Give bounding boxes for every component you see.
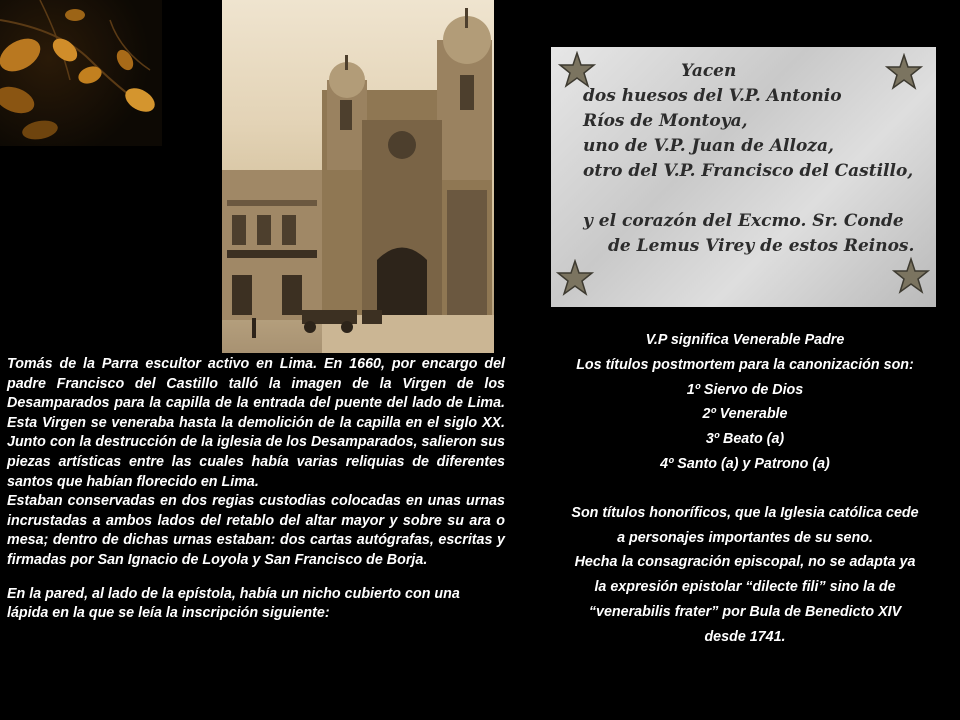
inscription-plaque-image [551,47,936,307]
honorific-line: “venerabilis frater” por Bula de Benedicto XIV [588,603,902,620]
plaque-line: Ríos de Montoya, [583,111,748,131]
left-text-block [7,355,505,624]
right-text-block [540,328,950,650]
title-item: 1º Siervo de Dios [686,381,804,398]
title-item: 2º Venerable [702,406,788,423]
plaque-line: y el corazón del Excmo. Sr. Conde [583,211,904,231]
honorific-line: desde 1741. [704,628,786,645]
honorific-line: la expresión epistolar “dilecte fili” sino la de [594,579,896,596]
autumn-leaves-image [0,0,162,146]
honorific-line: Hecha la consagración episcopal, no se adapta ya [574,554,916,571]
paragraph-custodias: Estaban conservadas en dos regias custodias colocadas en unas urnas incrustadas a ambos lados del retablo del altar mayor y sobre su ara o mesa; dentro de dichas urnas estaban: dos cartas autógrafas, escritas y firmadas por San Ignacio de Loyola y San Francisco de Borja. [7,493,505,568]
title-item: 3º Beato (a) [705,431,785,448]
paragraph-nicho: En la pared, al lado de la epístola, había un nicho cubierto con una lápida en la que se leía la inscripción siguiente: [7,585,460,622]
honorific-line: Son títulos honoríficos, que la Iglesia católica cede [571,504,919,521]
plaque-line: dos huesos del V.P. Antonio [583,86,842,106]
church-photo [222,0,494,353]
vp-meaning: V.P significa Venerable Padre [645,332,845,348]
plaque-line: uno de V.P. Juan de Alloza, [583,136,834,156]
plaque-line: Yacen [681,61,737,81]
plaque-inscription [563,59,923,259]
title-item: 4º Santo (a) y Patrono (a) [660,455,830,472]
plaque-line: de Lemus Virey de estos Reinos. [608,236,915,256]
star-icon [555,259,595,299]
plaque-line: otro del V.P. Francisco del Castillo, [583,161,914,181]
star-icon [891,257,931,297]
titles-intro: Los títulos postmortem para la canonización son: [576,356,914,373]
honorific-line: a personajes importantes de su seno. [617,529,873,546]
paragraph-parra: Tomás de la Parra escultor activo en Lima. En 1660, por encargo del padre Francisco del Castillo talló la imagen de la Virgen de los Desamparados para la capilla de la entrada del puente del lado de Lima. Esta Virgen se veneraba hasta la demolición de la capilla en el siglo XX. Junto con la destrucción de la iglesia de los Desamparados, salieron sus piezas artísticas entre las cuales había varias reliquias de diferentes santos que habían florecido en Lima. [7,356,505,490]
